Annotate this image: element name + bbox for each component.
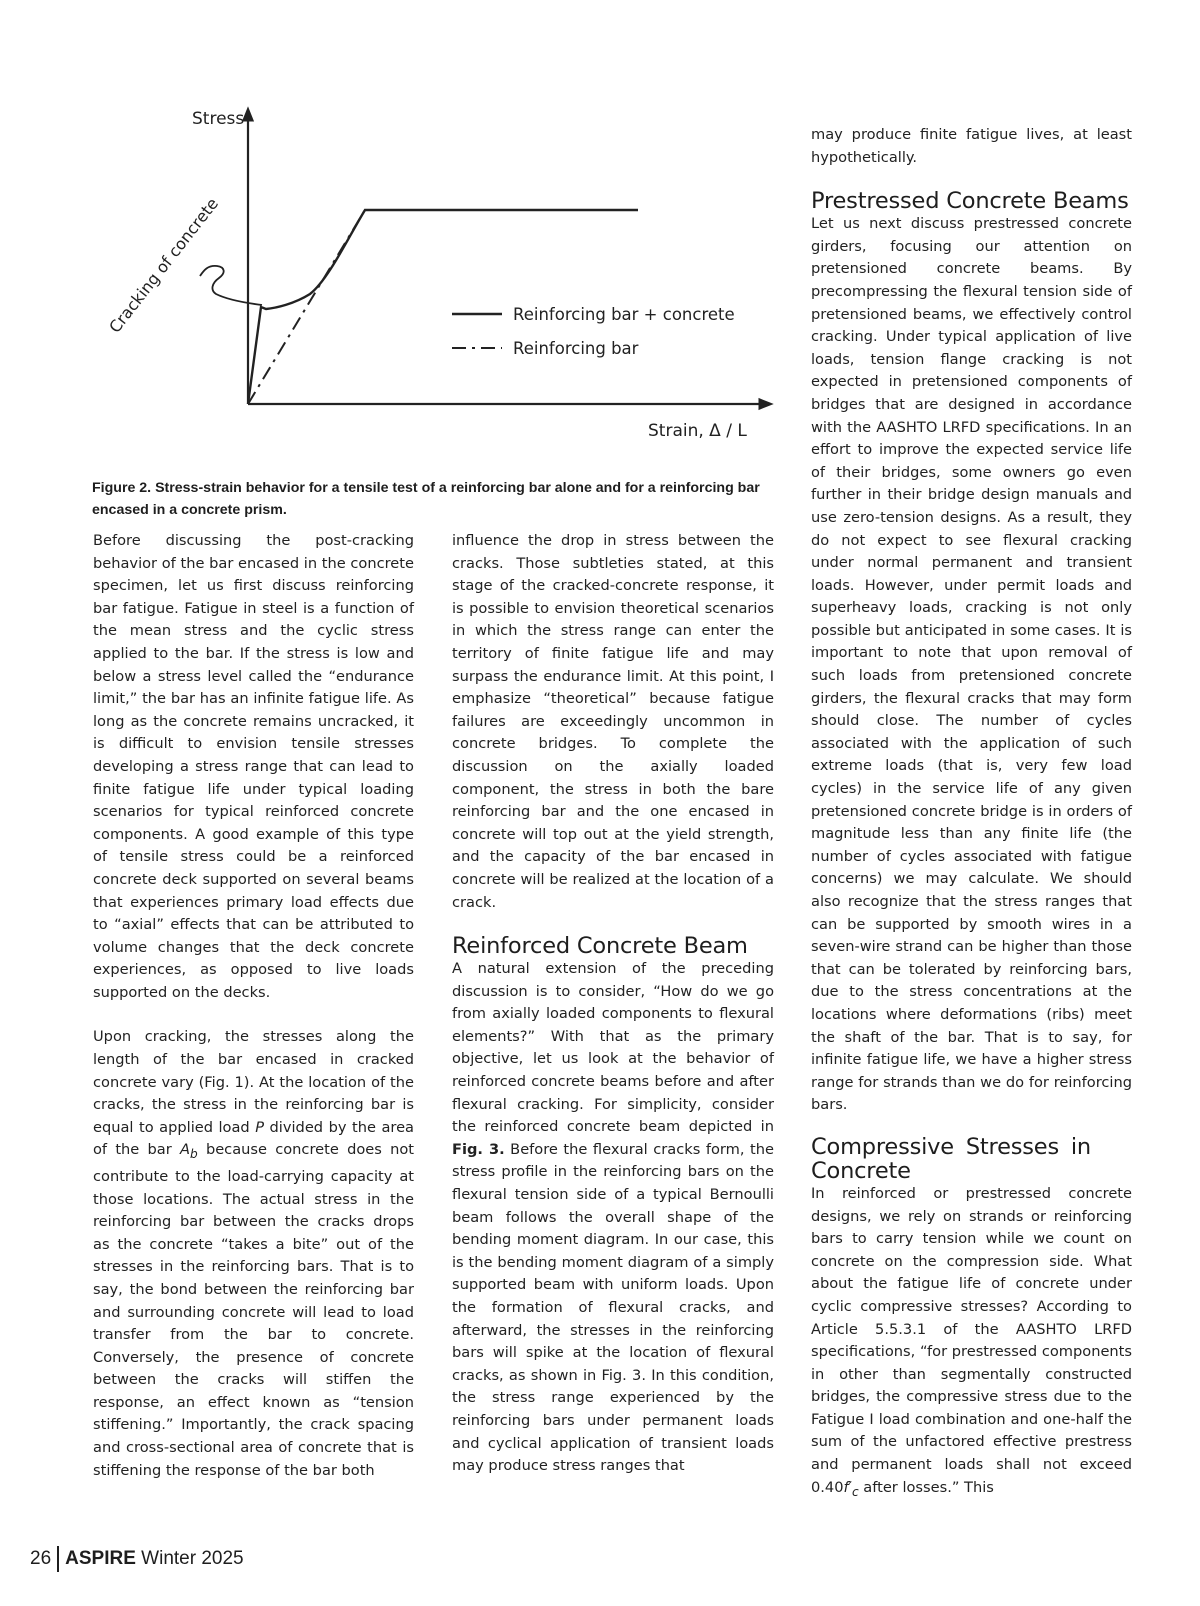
subscript-b: b [189, 1147, 198, 1162]
paragraph [811, 1183, 1132, 1503]
text-run: Upon cracking, the stresses along the length of the bar encased in cracked concrete vary (Fig. 1). At the location of the cracks, the stress in the reinforcing bar is equal to applied load [93, 1028, 414, 1136]
stress-strain-chart [80, 100, 780, 470]
text-run: after losses.” This [858, 1478, 994, 1496]
page-footer [30, 1546, 244, 1572]
text-run: because concrete does not contribute to the load-carrying capacity at those locations. The actual stress in the reinforcing bar between the cracks drops as the concrete “takes a bite” out of the stresses in the reinforcing bars. That is to say, the bond between the reinforcing bar and surrounding concrete will lead to load transfer from the bar to concrete. Conversely, the presence of concrete between the cracks will stiffen the response, an effect known as “tension stiffening.” Importantly, the crack spacing and cross-sectional area of concrete that is stiffening the response of the bar both [93, 1141, 414, 1479]
footer-divider [57, 1546, 59, 1572]
paragraph [93, 1026, 414, 1482]
x-axis-label: Strain, Δ / L [648, 421, 747, 441]
subscript-c: c [851, 1484, 859, 1499]
figure-caption: Figure 2. Stress-strain behavior for a tensile test of a reinforcing bar alone and for a reinforcing bar encased in a concrete prism. [92, 480, 760, 518]
figure-reference: Fig. 3. [452, 1140, 505, 1158]
stress-strain-figure [80, 100, 780, 470]
legend-label-bar-concrete: Reinforcing bar + concrete [513, 305, 735, 324]
column-2 [452, 530, 774, 1478]
paragraph: Let us next discuss prestressed concrete girders, focusing our attention on pretensioned concrete beams. By precompressing the flexural tension side of pretensioned beams, we effectively control cracking. Under typical application of live loads, tension flange cracking is not expected in pretensioned components of bridges that are designed in accordance with the AASHTO LRFD specifications. In an effort to improve the expected service life of their bridges, some owners go even further in their bridge design manuals and use zero-tension designs. As a result, they do not expect to see flexural cracking under normal permanent and transient loads. However, under permit loads and superheavy loads, cracking is not only possible but anticipated in some cases. It is important to note that upon removal of such loads from pretensioned concrete girders, the flexural cracks that may form should close. The number of cycles associated with the application of such extreme loads (that is, very few load cycles) in the service life of any given pretensioned concrete bridge is in orders of magnitude less than any finite life (the number of cycles associated with fatigue concerns) we may calculate. We should also recognize that the stress ranges that can be supported by smooth wires in a seven-wire strand can be higher than those that can be tolerated by reinforcing bars, due to the stress concentrations at the locations where deformations (ribs) meet the shaft of the bar. That is to say, for infinite fatigue life, we have a higher stress range for strands than we do for reinforcing bars. [811, 215, 1132, 1114]
paragraph: may produce finite fatigue lives, at least hypothetically. [811, 126, 1132, 166]
issue-label: Winter 2025 [135, 1548, 244, 1569]
paragraph: Before discussing the post-cracking behavior of the bar encased in the concrete specimen, let us first discuss reinforcing bar fatigue. Fatigue in steel is a function of the mean stress and the cyclic stress applied to the bar. If the stress is low and below a stress level called the “endurance limit,” the bar has an infinite fatigue life. As long as the concrete remains uncracked, it is difficult to envision tensile stresses developing a stress range that can lead to finite fatigue life under typical loading scenarios for typical reinforced concrete components. A good example of this type of tensile stress could be a reinforced concrete deck supported on several beams that experiences primary load effects due to “axial” effects that can be attributed to volume changes that the deck concrete experiences, as opposed to live loads supported on the decks. [93, 532, 414, 1001]
legend-label-bar: Reinforcing bar [513, 339, 639, 358]
column-1 [93, 530, 414, 1482]
text-run: divided by the area of the bar [93, 1118, 414, 1159]
paragraph: influence the drop in stress between the cracks. Those subtleties stated, at this stage of the cracked-concrete response, it is possible to envision theoretical scenarios in which the stress range can enter the territory of finite fatigue life and may surpass the endurance limit. At this point, I emphasize “theoretical” because fatigue failures are exceedingly uncommon in concrete bridges. To complete the discussion on the axially loaded component, the stress in both the bare reinforcing bar and the one encased in concrete will top out at the yield strength, and the capacity of the bar encased in concrete will be realized at the location of a crack. [452, 532, 774, 911]
text-run: A natural extension of the preceding discussion is to consider, “How do we go from axially loaded components to flexural elements?” With that as the primary objective, let us look at the behavior of reinforced concrete beams before and after flexural cracking. For simplicity, consider the reinforced concrete beam depicted in [452, 960, 774, 1136]
section-heading: Prestressed Concrete Beams [811, 188, 1129, 215]
y-axis-label: Stress [192, 109, 245, 129]
text-run: In reinforced or prestressed concrete designs, we rely on strands or reinforcing bars to carry tension while we count on concrete on the compression side. What about the fatigue life of concrete under cyclic compressive stresses? According to Article 5.5.3.1 of the AASHTO LRFD specifications, “for prestressed components in other than segmentally constructed bridges, the compressive stress due to the Fatigue I load combination and one-half the sum of the unfactored effective prestress and permanent loads shall not exceed 0.40 [811, 1184, 1132, 1496]
variable-a: A [179, 1141, 190, 1159]
variable-f: f′ [843, 1478, 852, 1496]
cracking-annotation-pointer [200, 266, 262, 305]
section-heading: Compressive Stresses in Concrete [811, 1133, 1091, 1184]
variable-p: P [255, 1118, 265, 1136]
paragraph [452, 958, 774, 1478]
text-run: Before the flexural cracks form, the stress profile in the reinforcing bars on the flexural tension side of a typical Bernoulli beam follows the overall shape of the bending moment diagram. In our case, this is the bending moment diagram of a simply supported beam with uniform loads. Upon the formation of flexural cracks, and afterward, the stresses in the reinforcing bars will spike at the location of flexural cracks, as shown in Fig. 3. In this condition, the stress range experienced by the reinforcing bars under permanent loads and cyclical application of transient loads may produce stress ranges that [452, 1140, 774, 1475]
magazine-name: ASPIRE [65, 1548, 136, 1569]
cracking-annotation: Cracking of concrete [105, 194, 223, 337]
page-number: 26 [30, 1548, 52, 1569]
section-heading: Reinforced Concrete Beam [452, 933, 748, 960]
column-3 [811, 124, 1132, 1503]
